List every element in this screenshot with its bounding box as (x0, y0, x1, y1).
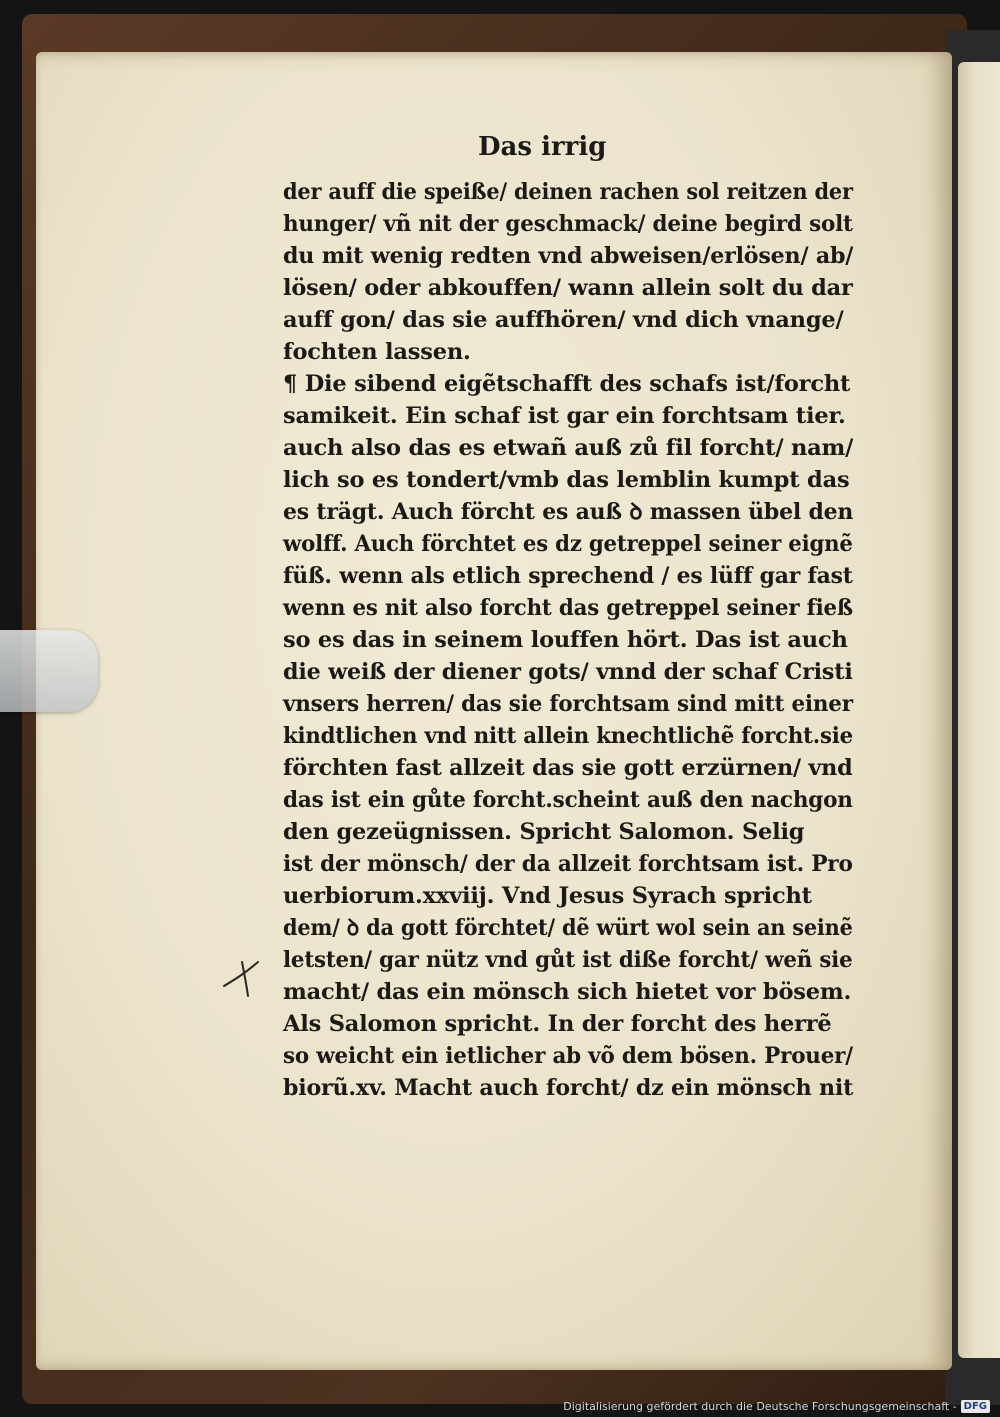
page-text (283, 176, 853, 1104)
text-line: auff gon/ das sie auffhören/ vnd dich vnange/ (283, 307, 844, 333)
text-line: lösen/ oder abkouffen/ wann allein solt du dar (283, 275, 853, 301)
text-line: Als Salomon spricht. In der forcht des herrẽ (283, 1011, 832, 1037)
text-line: füß. wenn als etlich sprechend / es lüff gar fast (283, 563, 853, 589)
text-line: samikeit. Ein schaf ist gar ein forchtsam tier. (283, 403, 846, 429)
text-line: uerbiorum.xxviij. Vnd Jesus Syrach spricht (283, 883, 812, 909)
text-line: förchten fast allzeit das sie gott erzürnen/ vnd (283, 755, 853, 781)
credit-text: Digitalisierung gefördert durch die Deutsche Forschungsgemeinschaft - (563, 1399, 957, 1413)
text-line: der auff die speiße/ deinen rachen sol reitzen der (283, 179, 853, 205)
text-line: dem/ ꝺ da gott förchtet/ dẽ würt wol sein an seinẽ (283, 915, 853, 941)
text-line: den gezeügnissen. Spricht Salomon. Selig (283, 819, 805, 845)
text-line: ¶ Die sibend eigẽtschafft des schafs ist/forcht (283, 371, 851, 397)
text-line: macht/ das ein mönsch sich hietet vor bösem. (283, 979, 852, 1005)
text-line: so es das in seinem louffen hört. Das ist auch (283, 627, 848, 653)
text-line: letsten/ gar nütz vnd gůt ist diße forcht/ weñ sie (283, 947, 853, 973)
text-line: die weiß der diener gots/ vnnd der schaf Cristi (283, 659, 853, 685)
page-header: Das irrig (478, 132, 607, 162)
text-line: das ist ein gůte forcht.scheint auß den nachgon (283, 787, 853, 813)
margin-cross-mark (214, 950, 264, 1000)
text-line: ist der mönsch/ der da allzeit forchtsam ist. Pro (283, 851, 853, 877)
text-line: kindtlichen vnd nitt allein knechtlichẽ forcht.sie (283, 723, 853, 749)
text-line: du mit wenig redten vnd abweisen/erlösen/ ab/ (283, 243, 854, 269)
text-line: vnsers herren/ das sie forchtsam sind mitt einer (283, 691, 853, 717)
text-line: wenn es nit also forcht das getreppel seiner fieß (283, 595, 853, 621)
facing-page-edge (958, 62, 1000, 1358)
digitization-credit (563, 1398, 990, 1414)
text-line: so weicht ein ietlicher ab võ dem bösen. Prouer/ (283, 1043, 853, 1069)
text-line: es trägt. Auch förcht es auß ꝺ massen übel den (283, 499, 854, 525)
text-line: hunger/ vñ nit der geschmack/ deine begird solt (283, 211, 853, 237)
text-line: biorũ.xv. Macht auch forcht/ dz ein mönsch nit (283, 1075, 854, 1101)
text-line: wolff. Auch förchtet es dz getreppel seiner eignẽ (283, 531, 853, 557)
text-line: fochten lassen. (283, 339, 471, 365)
text-line: lich so es tondert/vmb das lemblin kumpt das (283, 467, 850, 493)
dfg-logo: DFG (961, 1400, 990, 1413)
page-clip-tab (0, 630, 98, 712)
text-line: auch also das es etwañ auß zů fil forcht/ nam/ (283, 435, 854, 461)
